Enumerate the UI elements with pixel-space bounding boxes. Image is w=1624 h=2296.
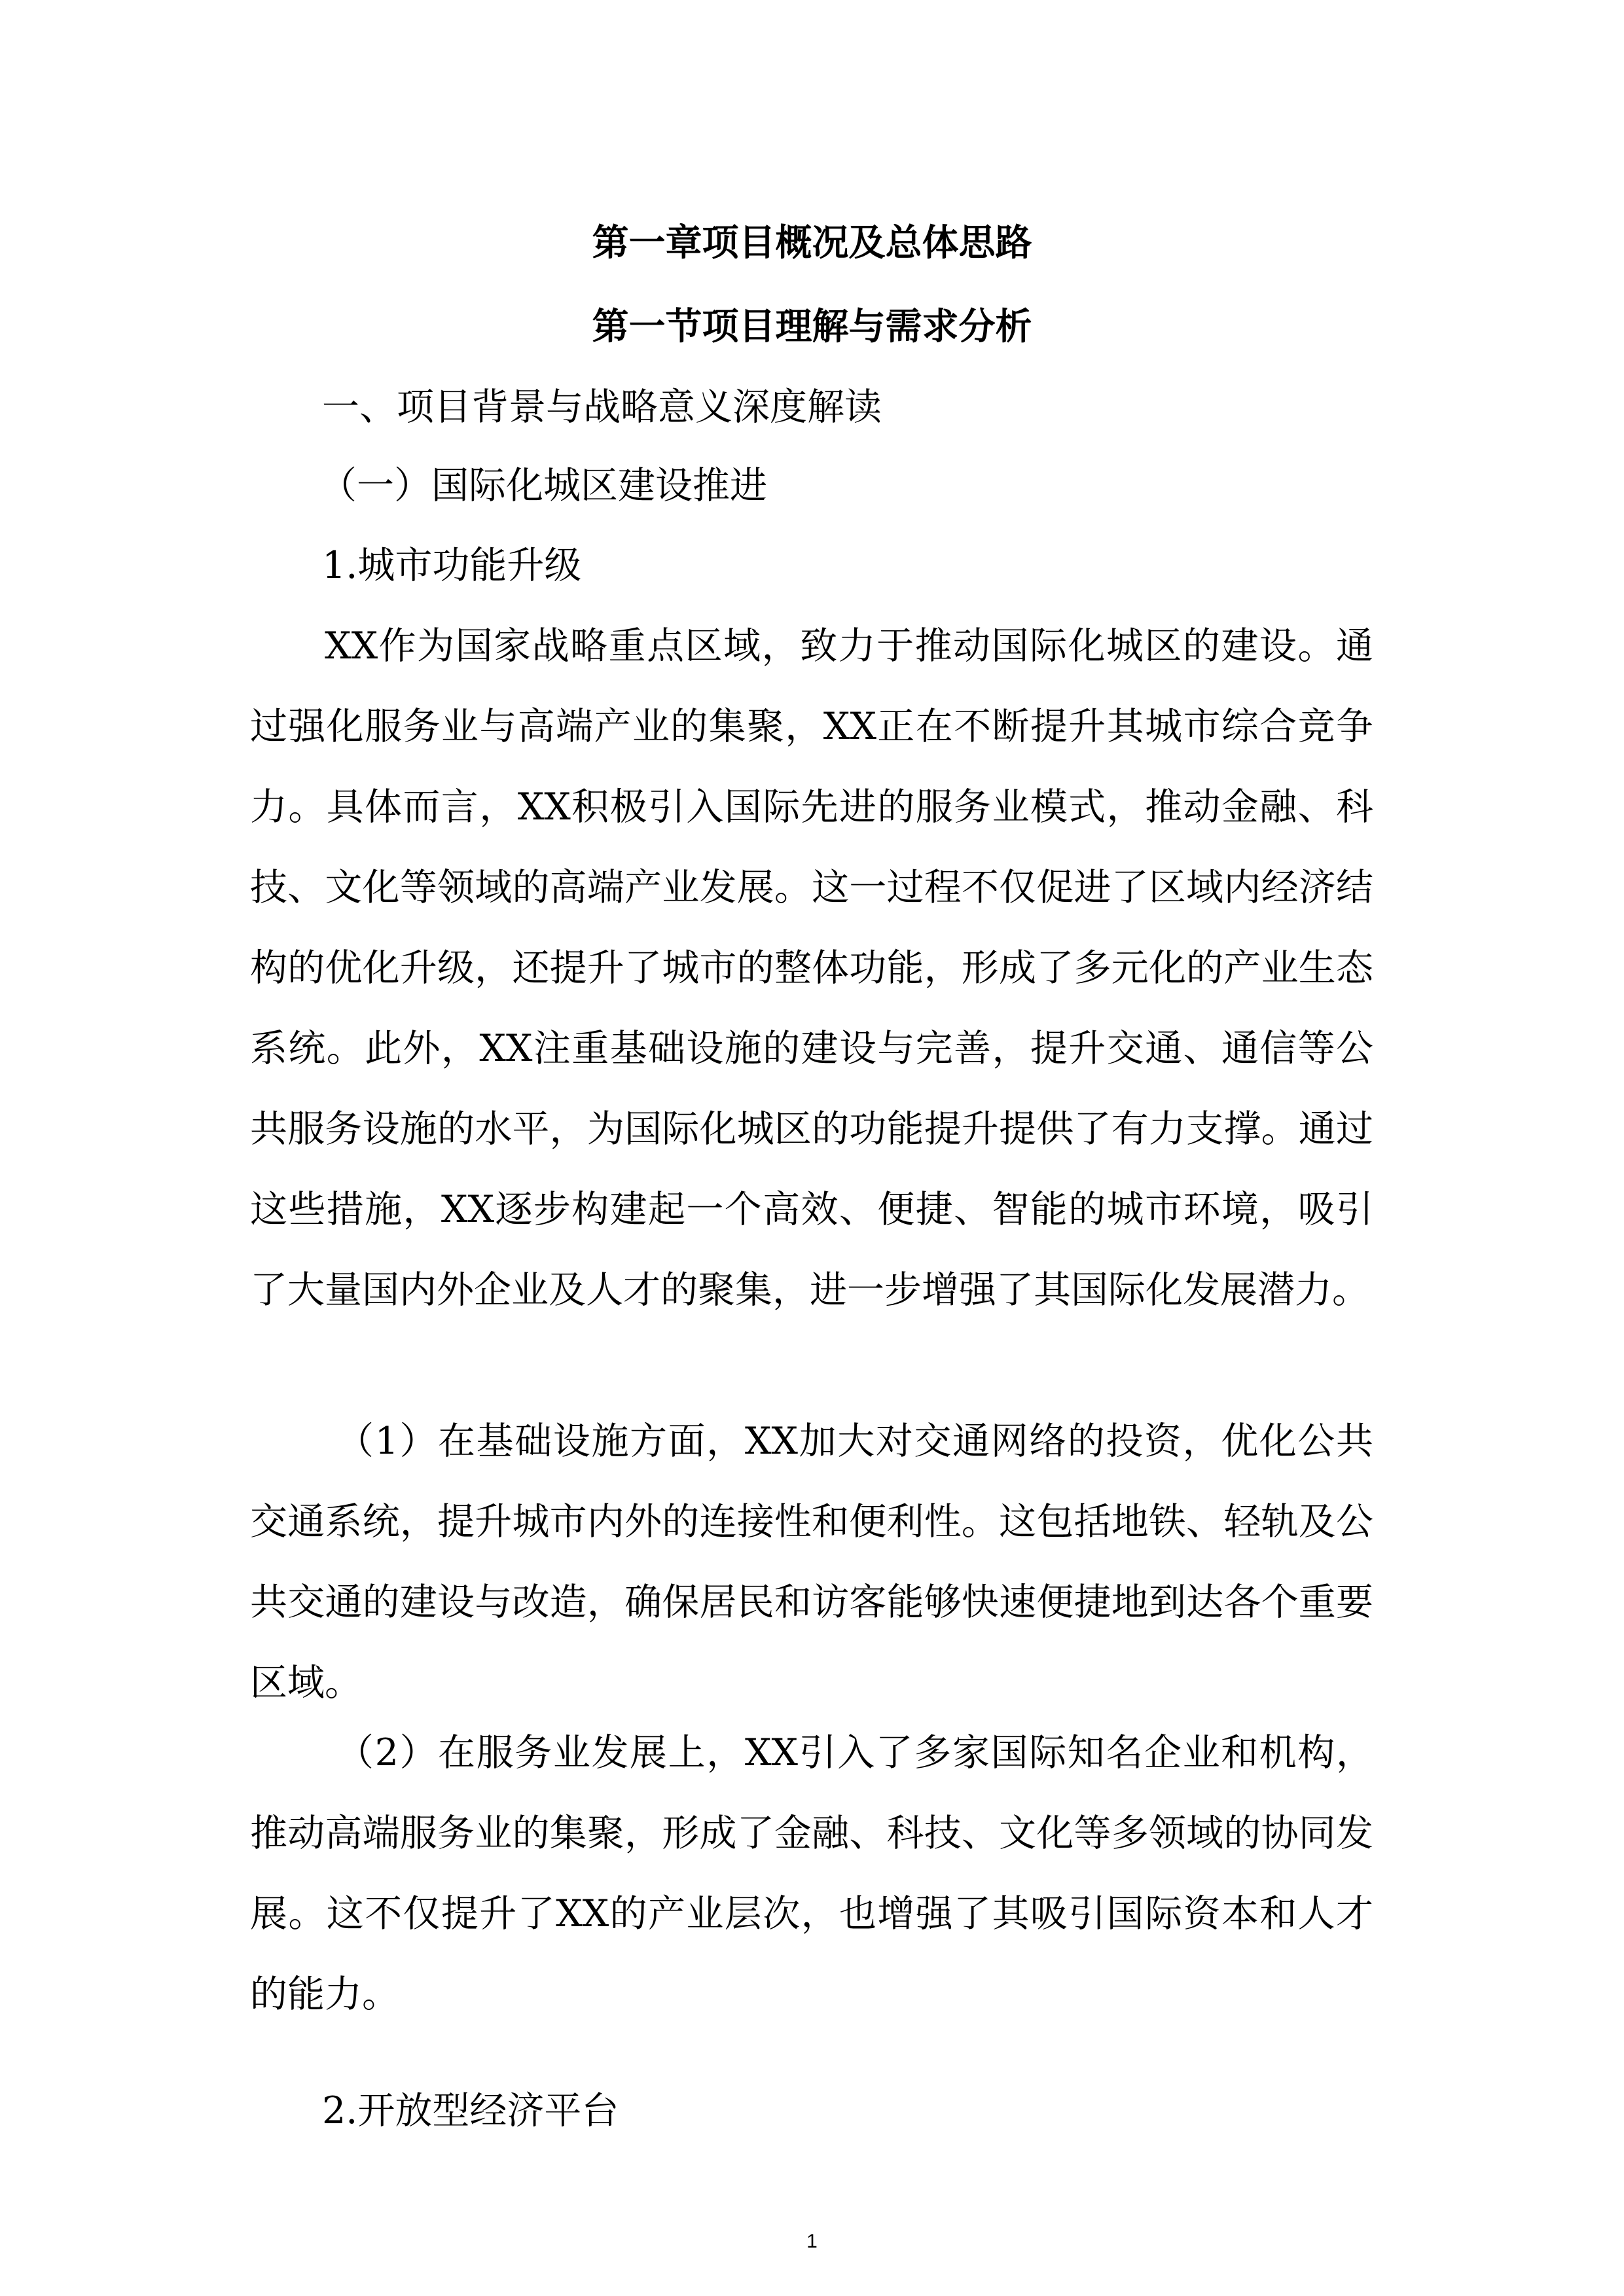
body-paragraph: （2）在服务业发展上，XX引入了多家国际知名企业和机构，推动高端服务业的集聚，形成了金融、科技、文化等多领域的协同发展。这不仅提升了XX的产业层次，也增强了其吸引国际资本和人才的能力。 [250, 1731, 1373, 2016]
body-paragraph: （1）在基础设施方面，XX加大对交通网络的投资，优化公共交通系统，提升城市内外的连接性和便利性。这包括地铁、轻轨及公共交通的建设与改造，确保居民和访客能够快速便捷地到达各个重要区域。 [250, 1420, 1373, 1704]
subheading-city-function: 1.城市功能升级 [322, 544, 582, 587]
body-paragraph: XX作为国家战略重点区域，致力于推动国际化城区的建设。通过强化服务业与高端产业的集聚，XX正在不断提升其城市综合竞争力。具体而言，XX积极引入国际先进的服务业模式，推动金融、科技、文化等领域的高端产业发展。这一过程不仅促进了区域内经济结构的优化升级，还提升了城市的整体功能，形成了多元化的产业生态系统。此外，XX注重基础设施的建设与完善，提升交通、通信等公共服务设施的水平，为国际化城区的功能提升提供了有力支撑。通过这些措施，XX逐步构建起一个高效、便捷、智能的城市环境，吸引了大量国内外企业及人才的聚集，进一步增强了其国际化发展潜力。 [250, 624, 1373, 1312]
section-title: 第一节项目理解与需求分析 [592, 306, 1032, 348]
heading-level2: （一）国际化城区建设推进 [319, 464, 767, 507]
heading-level1: 一、项目背景与战略意义深度解读 [322, 386, 882, 429]
subheading-open-economy: 2.开放型经济平台 [322, 2089, 619, 2132]
page-number: 1 [806, 2231, 818, 2252]
chapter-title: 第一章项目概况及总体思路 [592, 222, 1032, 264]
